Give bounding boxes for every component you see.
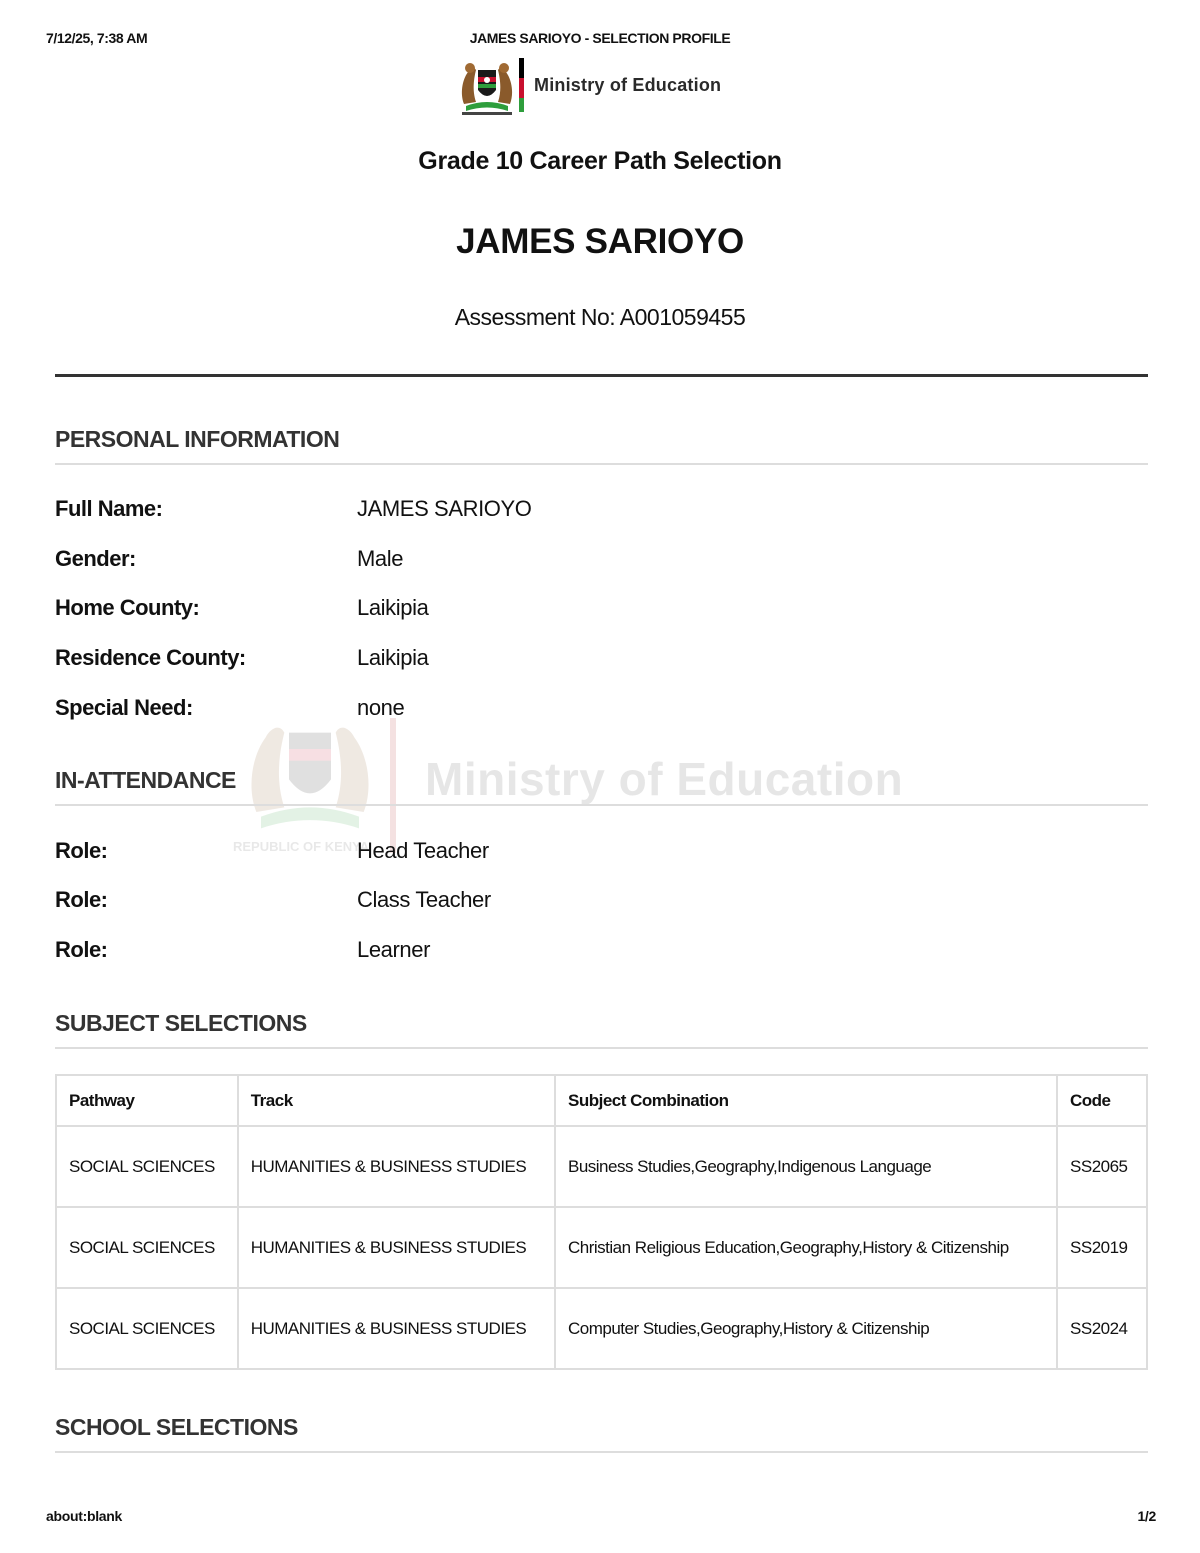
column-header-track: Track — [238, 1075, 555, 1126]
role-value: Class Teacher — [357, 887, 491, 912]
print-header — [46, 30, 1154, 48]
code-cell: SS2024 — [1057, 1288, 1147, 1369]
pathway-cell: SOCIAL SCIENCES — [56, 1126, 238, 1207]
residence-county-value: Laikipia — [357, 645, 429, 670]
ministry-logo — [456, 56, 756, 118]
role-label: Role: — [55, 838, 108, 863]
full-name-label: Full Name: — [55, 496, 163, 521]
combination-cell: Business Studies,Geography,Indigenous Language — [555, 1126, 1057, 1207]
table-row — [56, 1288, 1147, 1369]
full-name-value: JAMES SARIOYO — [357, 496, 532, 521]
subject-selections-heading: SUBJECT SELECTIONS — [55, 1010, 1148, 1049]
print-page-title: JAMES SARIOYO - SELECTION PROFILE — [469, 30, 731, 46]
track-cell: HUMANITIES & BUSINESS STUDIES — [238, 1207, 555, 1288]
column-header-pathway: Pathway — [56, 1075, 238, 1126]
table-header-row — [56, 1075, 1147, 1126]
role-label: Role: — [55, 887, 108, 912]
watermark-caption: REPUBLIC OF KENYA — [233, 839, 370, 854]
table-row — [56, 1126, 1147, 1207]
print-datetime: 7/12/25, 7:38 AM — [46, 30, 148, 46]
column-header-code: Code — [1057, 1075, 1147, 1126]
home-county-label: Home County: — [55, 595, 200, 620]
special-need-value: none — [357, 695, 405, 720]
pathway-cell: SOCIAL SCIENCES — [56, 1288, 238, 1369]
column-header-subject-combination: Subject Combination — [555, 1075, 1057, 1126]
role-label: Role: — [55, 937, 108, 962]
title-divider — [55, 374, 1148, 377]
assessment-number: Assessment No: A001059455 — [454, 304, 746, 330]
special-need-label: Special Need: — [55, 695, 193, 720]
residence-county-label: Residence County: — [55, 645, 246, 670]
track-cell: HUMANITIES & BUSINESS STUDIES — [238, 1126, 555, 1207]
in-attendance-heading: IN-ATTENDANCE — [55, 767, 1148, 806]
watermark-text: Ministry of Education — [425, 753, 904, 805]
school-selections-heading: SCHOOL SELECTIONS — [55, 1414, 1148, 1453]
code-cell: SS2019 — [1057, 1207, 1147, 1288]
coat-of-arms-icon — [456, 56, 518, 116]
combination-cell: Computer Studies,Geography,History & Citizenship — [555, 1288, 1057, 1369]
home-county-value: Laikipia — [357, 595, 429, 620]
page-number: 1/2 — [1137, 1508, 1156, 1524]
table-row — [56, 1207, 1147, 1288]
role-value: Head Teacher — [357, 838, 489, 863]
flag-color-bar — [519, 58, 524, 112]
learner-name: JAMES SARIOYO — [456, 222, 744, 261]
role-value: Learner — [357, 937, 431, 962]
gender-value: Male — [357, 546, 404, 571]
combination-cell: Christian Religious Education,Geography,History & Citizenship — [555, 1207, 1057, 1288]
org-name: Ministry of Education — [534, 75, 722, 95]
document-title: Grade 10 Career Path Selection — [418, 147, 782, 175]
gender-label: Gender: — [55, 546, 136, 571]
personal-information-heading: PERSONAL INFORMATION — [55, 426, 1148, 465]
code-cell: SS2065 — [1057, 1126, 1147, 1207]
pathway-cell: SOCIAL SCIENCES — [56, 1207, 238, 1288]
track-cell: HUMANITIES & BUSINESS STUDIES — [238, 1288, 555, 1369]
print-url: about:blank — [46, 1508, 123, 1524]
subject-selections-table — [55, 1074, 1148, 1370]
